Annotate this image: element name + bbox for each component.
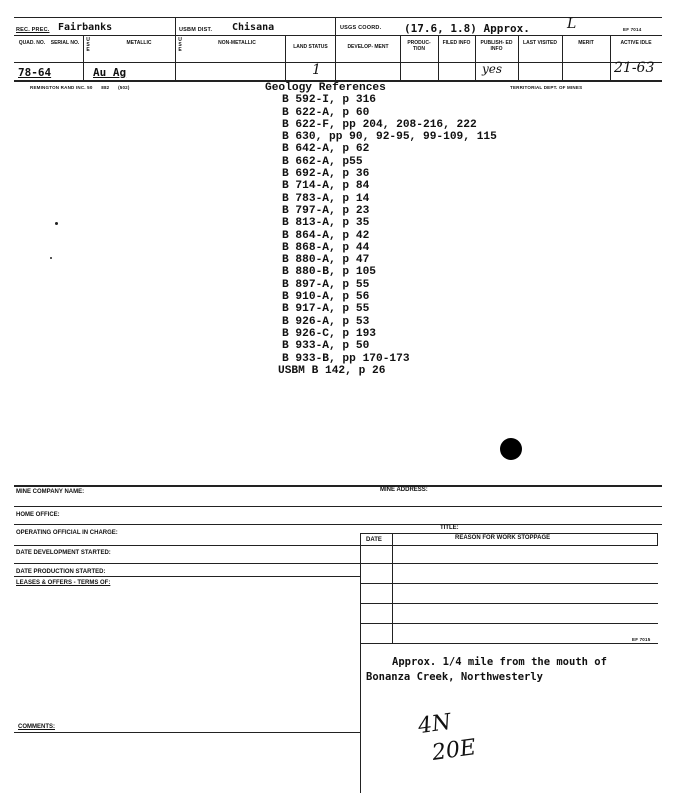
header-data-top-rule bbox=[14, 62, 662, 63]
stoppage-row-rule bbox=[360, 623, 658, 624]
corner-mark: L bbox=[567, 16, 577, 32]
col-land-status: LAND STATUS bbox=[293, 44, 328, 50]
date-column-header: DATE bbox=[366, 537, 382, 543]
reference-item: B 917-A, p 55 bbox=[282, 303, 370, 316]
comments-label: COMMENTS: bbox=[18, 724, 55, 730]
header-top-rule bbox=[14, 17, 662, 18]
col-serial-no: SERIAL NO. bbox=[50, 40, 80, 46]
reference-item: B 692-A, p 36 bbox=[282, 168, 370, 181]
location-line-2: Bonanza Creek, Northwesterly bbox=[366, 671, 544, 683]
speck bbox=[55, 222, 58, 225]
rule-leases bbox=[14, 576, 360, 577]
stoppage-row-rule bbox=[360, 603, 658, 604]
reference-item: B 864-A, p 42 bbox=[282, 229, 370, 242]
col-production: PRODUC- TION bbox=[407, 40, 431, 52]
rule-home-office bbox=[14, 506, 662, 507]
stoppage-right-rule bbox=[657, 533, 658, 545]
dept-imprint: TERRITORIAL DEPT. OF MINES bbox=[510, 85, 583, 90]
rule-operating bbox=[14, 524, 662, 525]
reference-item: B 868-A, p 44 bbox=[282, 241, 370, 254]
sep-metallic bbox=[175, 17, 176, 80]
reference-item: B 926-C, p 193 bbox=[282, 327, 376, 340]
stoppage-bottom-rule bbox=[360, 643, 658, 644]
col-nonmetallic-use: U S E bbox=[178, 37, 182, 53]
rec-prec-value: Fairbanks bbox=[58, 22, 113, 33]
references-title: Geology References bbox=[265, 82, 386, 94]
stoppage-date-rule bbox=[392, 533, 393, 643]
handwritten-range: 20E bbox=[430, 735, 478, 766]
reference-item: B 933-A, p 50 bbox=[282, 340, 370, 353]
reference-item: B 714-A, p 84 bbox=[282, 180, 370, 193]
rec-prec-label: REC. PREC. bbox=[16, 27, 50, 33]
col-quad-no: QUAD. NO. bbox=[18, 40, 46, 46]
reference-item: USBM B 142, p 26 bbox=[278, 364, 386, 377]
reference-item: B 880-A, p 47 bbox=[282, 254, 370, 267]
reference-item: B 662-A, p55 bbox=[282, 155, 363, 168]
col-development: DEVELOP- MENT bbox=[347, 44, 389, 50]
col-metallic-use: U S E bbox=[86, 37, 90, 53]
reference-item: B 926-A, p 53 bbox=[282, 315, 370, 328]
reference-item: B 642-A, p 62 bbox=[282, 143, 370, 156]
reason-column-header: REASON FOR WORK STOPPAGE bbox=[455, 535, 551, 541]
usbm-dist-label: USBM DIST. bbox=[179, 27, 213, 33]
metallic-value: Au Ag bbox=[93, 66, 127, 79]
reference-item: B 797-A, p 23 bbox=[282, 204, 370, 217]
col-filed-info: FILED INFO bbox=[442, 40, 471, 46]
rule-dev-date bbox=[14, 545, 360, 546]
stoppage-top-rule bbox=[360, 533, 658, 534]
reference-item: B 783-A, p 14 bbox=[282, 192, 370, 205]
speck bbox=[50, 257, 52, 259]
date-production-label: DATE PRODUCTION STARTED: bbox=[16, 569, 106, 575]
usgs-coord-value: (17.6, 1.8) Approx. bbox=[404, 22, 530, 35]
date-development-label: DATE DEVELOPMENT STARTED: bbox=[16, 550, 111, 556]
reference-item: B 622-A, p 60 bbox=[282, 106, 370, 119]
col-nonmetallic: NON-METALLIC bbox=[218, 40, 256, 46]
punch-hole bbox=[500, 438, 522, 460]
usbm-dist-value: Chisana bbox=[232, 22, 275, 33]
operating-official-label: OPERATING OFFICIAL IN CHARGE: bbox=[16, 530, 118, 536]
sep-serial bbox=[83, 35, 84, 80]
home-office-label: HOME OFFICE: bbox=[16, 512, 60, 518]
form-number: EF 7014 bbox=[623, 27, 642, 32]
location-line-1: Approx. 1/4 mile from the mouth of bbox=[392, 656, 607, 668]
rule-prod-date bbox=[14, 563, 658, 564]
reference-item: B 880-B, p 105 bbox=[282, 266, 376, 279]
sep-develop bbox=[335, 17, 336, 80]
reference-item: B 813-A, p 35 bbox=[282, 217, 370, 230]
mine-address-label: MINE ADDRESS: bbox=[380, 487, 428, 493]
mine-company-name-label: MINE COMPANY NAME: bbox=[16, 489, 85, 495]
quad-serial-value: 78-64 bbox=[18, 66, 52, 79]
lower-top-rule bbox=[14, 485, 662, 487]
col-metallic: METALLIC bbox=[126, 40, 152, 46]
location-note bbox=[366, 655, 607, 685]
geology-references bbox=[265, 82, 565, 377]
usgs-coord-label: USGS COORD. bbox=[340, 25, 382, 31]
reference-item: B 630, pp 90, 92-95, 99-109, 115 bbox=[282, 131, 497, 144]
land-status-value: 1 bbox=[312, 62, 321, 78]
stoppage-row-rule bbox=[360, 583, 658, 584]
published-info-value: yes bbox=[482, 62, 503, 76]
reference-item: B 622-F, pp 204, 208-216, 222 bbox=[282, 118, 477, 131]
reference-item: B 897-A, p 55 bbox=[282, 278, 370, 291]
reference-item: B 592-I, p 316 bbox=[282, 94, 376, 107]
col-merit: MERIT bbox=[578, 40, 594, 46]
handwritten-township: 4N bbox=[416, 709, 453, 740]
col-active-idle: ACTIVE IDLE bbox=[620, 40, 652, 46]
form-number-2: EF 7015 bbox=[632, 637, 651, 642]
col-last-visited: LAST VISITED bbox=[523, 40, 557, 46]
sep-land bbox=[285, 35, 286, 80]
printer-imprint: REMINGTON RAND INC. 50 882 (502) bbox=[30, 85, 130, 90]
reference-item: B 910-A, p 56 bbox=[282, 291, 370, 304]
references-list bbox=[265, 94, 565, 377]
active-idle-value: 21-63 bbox=[614, 60, 655, 76]
rule-comments bbox=[14, 732, 360, 733]
stoppage-row-rule bbox=[360, 545, 658, 546]
reference-item: B 933-B, pp 170-173 bbox=[282, 352, 410, 365]
title-label: TITLE: bbox=[440, 525, 459, 531]
col-published-info: PUBLISH- ED INFO bbox=[480, 40, 513, 52]
leases-offers-label: LEASES & OFFERS - TERMS OF: bbox=[16, 580, 111, 586]
stoppage-left-rule bbox=[360, 533, 361, 793]
header-mid-rule bbox=[14, 35, 662, 36]
